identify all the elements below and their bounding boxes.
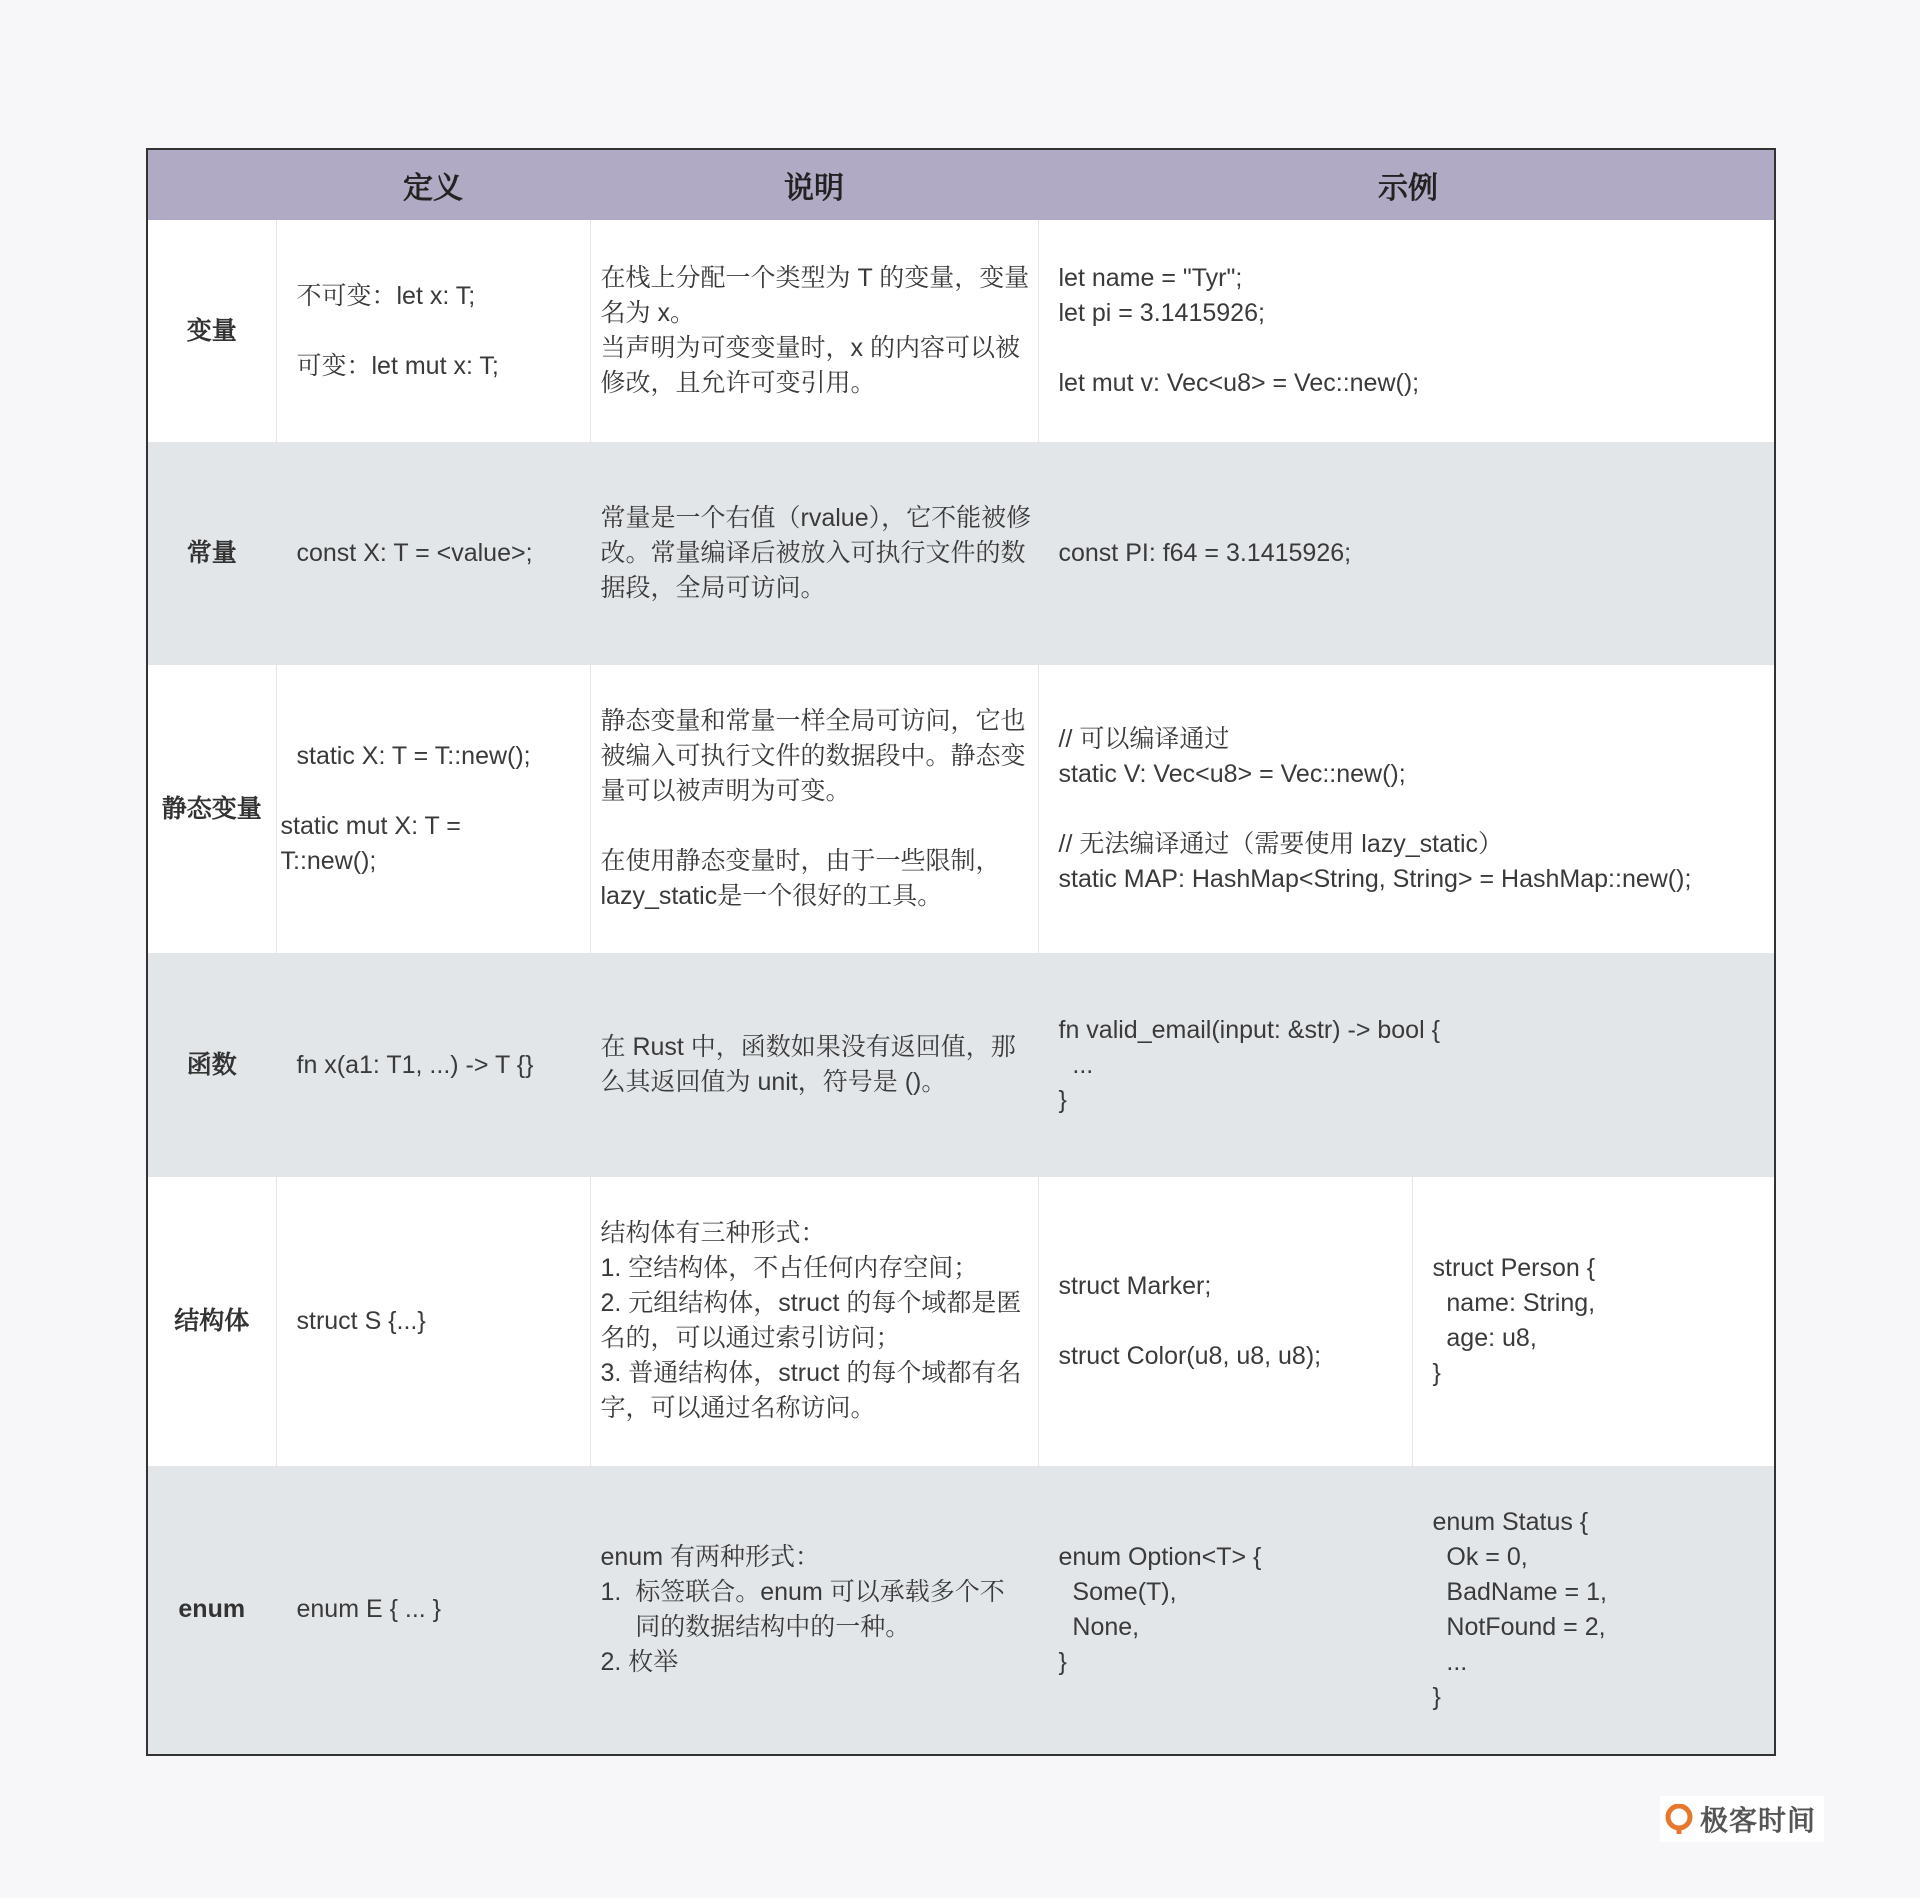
header-description: 说明 <box>590 150 1038 220</box>
table-row-function <box>148 953 1776 1176</box>
row-label: 常量 <box>148 442 276 665</box>
static-def-text: static X: T = T::new(); static mut X: T = <box>280 742 531 841</box>
row-label: 函数 <box>148 953 276 1176</box>
row-description: 在栈上分配一个类型为 T 的变量，变量名为 x。 当声明为可变变量时，x 的内容可以被修改，且允许可变引用。 <box>590 220 1038 442</box>
brand-name: 极客时间 <box>1700 1805 1817 1836</box>
row-description: 静态变量和常量一样全局可访问，它也被编入可执行文件的数据段中。静态变量可以被声明为可变。 在使用静态变量时，由于一些限制，lazy_static是一个很好的工具。 <box>590 665 1038 953</box>
row-definition: enum E { ... } <box>276 1466 590 1754</box>
brand-logo-icon <box>1664 1804 1694 1834</box>
row-description: enum 有两种形式： 1. 标签联合。enum 可以承载多个不 同的数据结构中的一种。 2. 枚举 <box>590 1466 1038 1754</box>
header-example: 示例 <box>1038 150 1776 220</box>
row-description: 常量是一个右值（rvalue），它不能被修改。常量编译后被放入可执行文件的数据段，全局可访问。 <box>590 442 1038 665</box>
row-definition: fn x(a1: T1, ...) -> T {} <box>276 953 590 1176</box>
row-label: 变量 <box>148 220 276 442</box>
table-row-struct <box>148 1177 1776 1466</box>
row-example: struct Marker; struct Color(u8, u8, u8); <box>1038 1177 1412 1466</box>
row-example: let name = "Tyr"; let pi = 3.1415926; let mut v: Vec<u8> = Vec::new(); <box>1038 220 1776 442</box>
row-definition: 不可变：let x: T; 可变：let mut x: T; <box>276 220 590 442</box>
row-label: 结构体 <box>148 1177 276 1466</box>
header-definition: 定义 <box>276 150 590 220</box>
table-row-constant <box>148 442 1776 665</box>
row-label: enum <box>148 1466 276 1754</box>
brand-logo <box>1660 1796 1824 1842</box>
row-description: 在 Rust 中，函数如果没有返回值，那么其返回值为 unit，符号是 ()。 <box>590 953 1038 1176</box>
row-example-2: enum Status { Ok = 0, BadName = 1, NotFound = 2, ... } <box>1412 1466 1776 1754</box>
static-def-wrap: T::new(); <box>280 847 377 876</box>
table-row-static <box>148 665 1776 953</box>
row-example: enum Option<T> { Some(T), None, } <box>1038 1466 1412 1754</box>
header-corner <box>148 150 276 220</box>
row-description: 结构体有三种形式： 1. 空结构体，不占任何内存空间； 2. 元组结构体，struct 的每个域都是匿名的，可以通过索引访问； 3. 普通结构体，struct 的每个域都有名字，可以通过名称访问。 <box>590 1177 1038 1466</box>
rust-syntax-table <box>146 148 1776 1756</box>
row-example: const PI: f64 = 3.1415926; <box>1038 442 1776 665</box>
row-definition: const X: T = <value>; <box>276 442 590 665</box>
row-example: // 可以编译通过 static V: Vec<u8> = Vec::new(); // 无法编译通过（需要使用 lazy_static） static MAP: HashMap<String, String> = HashMap::new(); <box>1038 665 1776 953</box>
table-header-row <box>148 150 1776 220</box>
table-row-enum <box>148 1466 1776 1754</box>
table-row-variable <box>148 220 1776 442</box>
row-definition <box>276 665 590 953</box>
row-example-2: struct Person { name: String, age: u8, } <box>1412 1177 1776 1466</box>
row-example: fn valid_email(input: &str) -> bool { ... } <box>1038 953 1776 1176</box>
row-label: 静态变量 <box>148 665 276 953</box>
syntax-table <box>148 150 1776 1754</box>
row-definition: struct S {...} <box>276 1177 590 1466</box>
